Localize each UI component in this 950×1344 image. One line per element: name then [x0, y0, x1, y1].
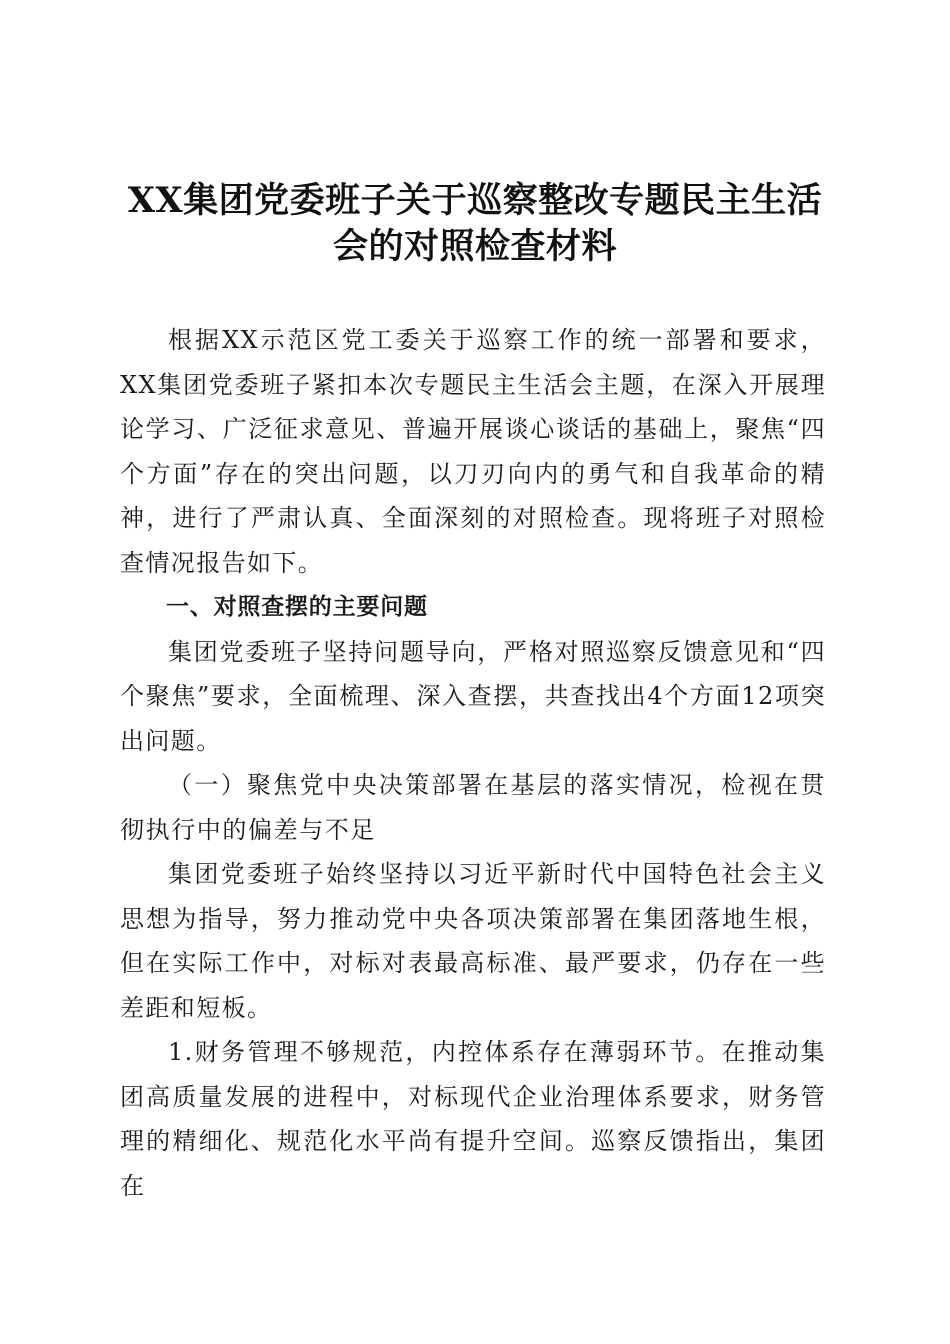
subsection-heading-1: （一）聚焦党中央决策部署在基层的落实情况，检视在贯彻执行中的偏差与不足 — [120, 771, 826, 844]
section-heading-1: 一、对照查摆的主要问题 — [166, 594, 428, 620]
intro-paragraph: 根据XX示范区党工委关于巡察工作的统一部署和要求，XX集团党委班子紧扣本次专题民主生活会主题，在深入开展理论学习、广泛征求意见、普遍开展谈心谈话的基础上，聚焦“四个方面”存在的突出问题，以刀刃向内的勇气和自我革命的精神，进行了严肃认真、全面深刻的对照检查。现将班子对照检查情况报告如下。 — [120, 326, 826, 577]
title-line-1: XX集团党委班子关于巡察整改专题民主生活 — [127, 180, 823, 221]
title-line-2: 会的对照检查材料 — [332, 226, 617, 267]
item-1-paragraph: 1.财务管理不够规范，内控体系存在薄弱环节。在推动集团高质量发展的进程中，对标现代企业治理体系要求，财务管理的精细化、规范化水平尚有提升空间。巡察反馈指出，集团在 — [120, 1038, 826, 1200]
section-1-paragraph: 集团党委班子坚持问题导向，严格对照巡察反馈意见和“四个聚焦”要求，全面梳理、深入查摆，共查找出4个方面12项突出问题。 — [120, 637, 826, 755]
document-body — [120, 318, 826, 1208]
subsection-1-paragraph: 集团党委班子始终坚持以习近平新时代中国特色社会主义思想为指导，努力推动党中央各项决策部署在集团落地生根，但在实际工作中，对标对表最高标准、最严要求，仍存在一些差距和短板。 — [120, 860, 826, 1022]
document-title — [110, 178, 840, 270]
